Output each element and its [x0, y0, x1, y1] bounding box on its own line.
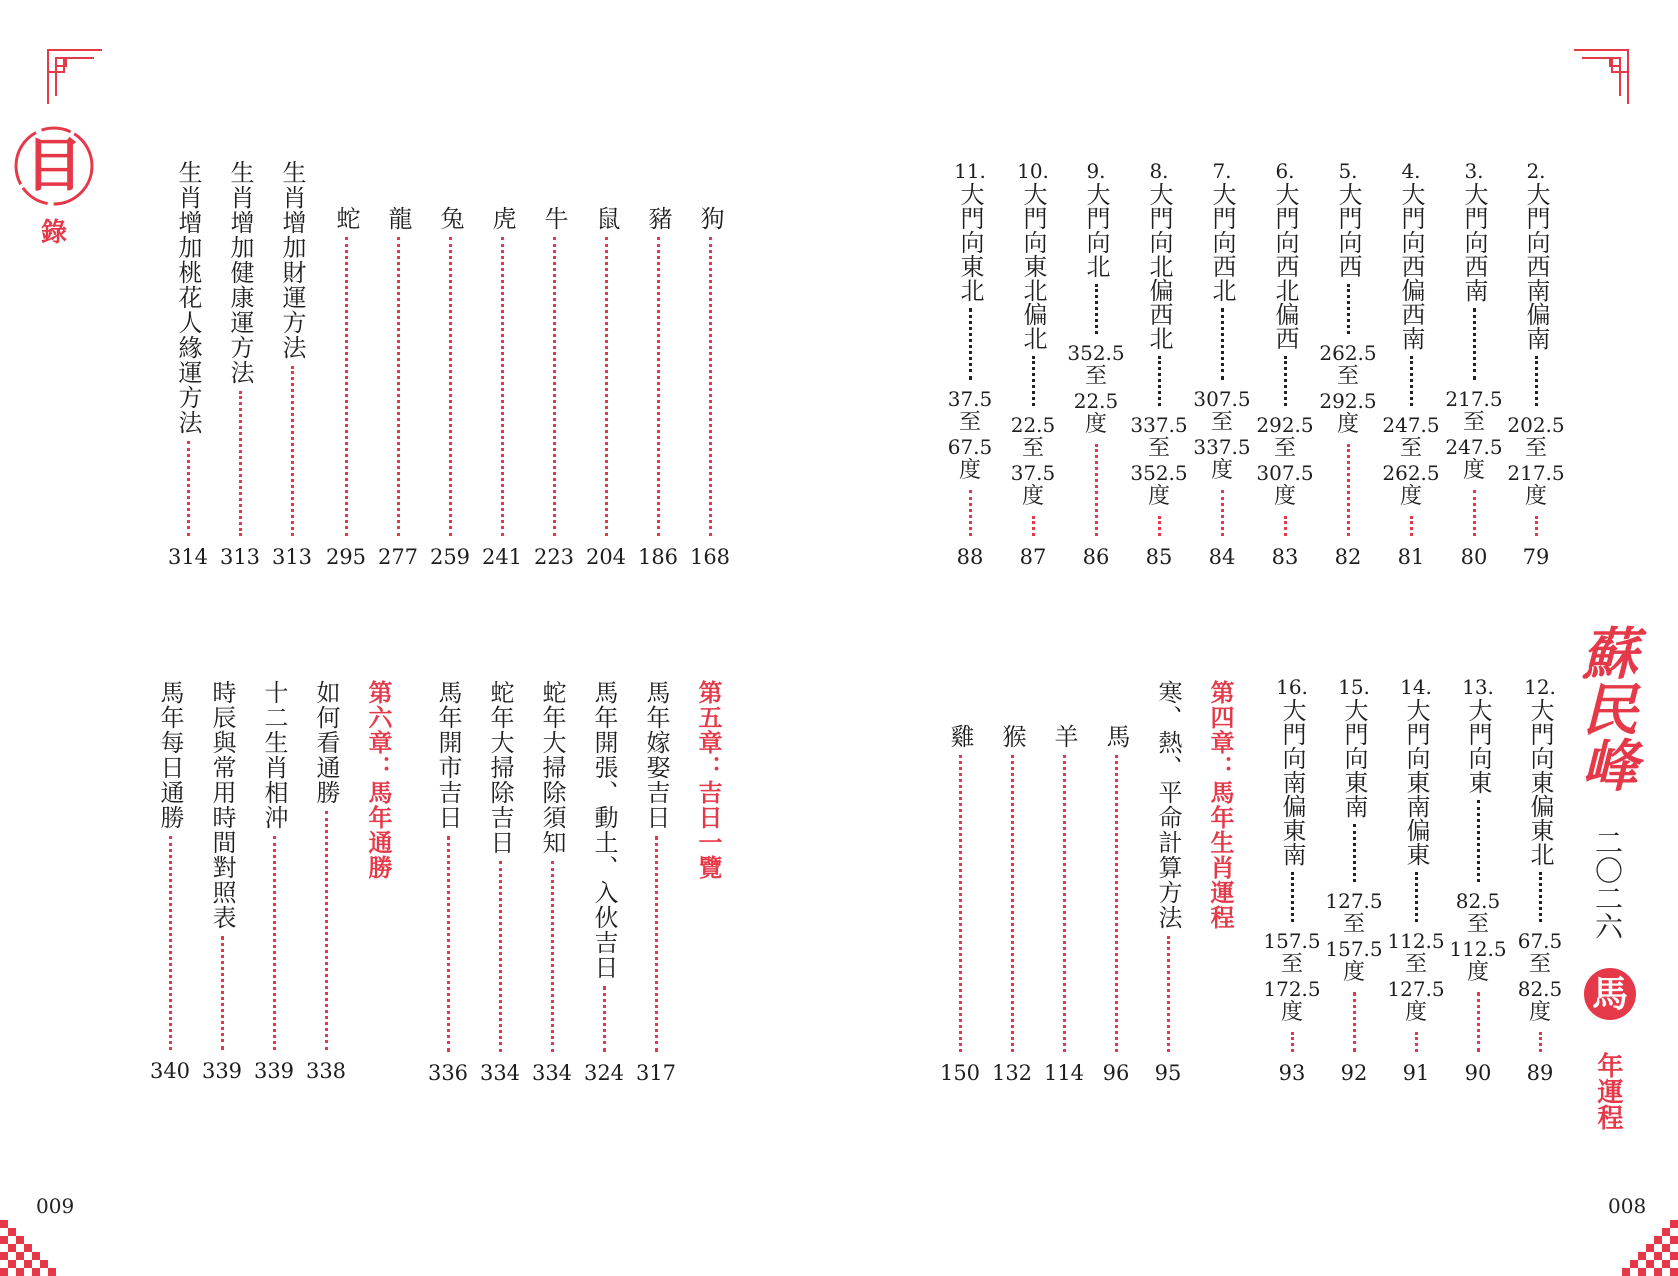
- page-ref: 324: [583, 1061, 625, 1085]
- toc-entry[interactable]: 蛇年大掃除吉日 334: [479, 680, 521, 1085]
- toc-entry[interactable]: 馬年每日通勝 340: [149, 680, 191, 1083]
- page-ref: 89: [1526, 1061, 1554, 1085]
- toc-entry[interactable]: 生肖增加財運方法 313: [271, 160, 313, 569]
- toc-entry[interactable]: 11. 大門向東北 37.5 至 67.5 度 88: [947, 159, 993, 569]
- chapter-heading: 第六章：馬年通勝: [364, 680, 393, 880]
- toc-entry[interactable]: 十二生肖相沖 339: [253, 680, 295, 1083]
- page-ref: 88: [956, 545, 984, 569]
- toc-entry[interactable]: 4. 大門向西偏西南 247.5 至 262.5 度 81: [1382, 159, 1440, 569]
- page-ref: 259: [429, 545, 471, 569]
- page-ref: 91: [1402, 1061, 1430, 1085]
- toc-entry[interactable]: 寒、熱、平命計算方法 95: [1154, 680, 1182, 1085]
- page-ref: 90: [1464, 1061, 1492, 1085]
- year-label: 二〇二六: [1591, 828, 1624, 940]
- toc-entry[interactable]: 生肖增加健康運方法 313: [219, 160, 261, 569]
- page-ref: 168: [689, 545, 731, 569]
- page-ref: 93: [1278, 1061, 1306, 1085]
- corner-ornament-top-right: [1570, 44, 1634, 108]
- page-ref: 334: [479, 1061, 521, 1085]
- page-ref: 223: [533, 545, 575, 569]
- page-ref: 339: [201, 1059, 243, 1083]
- page-ref: 295: [325, 545, 367, 569]
- toc-entry[interactable]: 羊 114: [1043, 724, 1085, 1085]
- toc-entry[interactable]: 9. 大門向北 352.5 至 22.5 度 86: [1067, 159, 1125, 569]
- page-ref: 150: [939, 1061, 981, 1085]
- page-ref: 132: [991, 1061, 1033, 1085]
- page-ref: 82: [1334, 545, 1362, 569]
- page-ref: 277: [377, 545, 419, 569]
- page-ref: 334: [531, 1061, 573, 1085]
- toc-entry[interactable]: 13. 大門向東 82.5 至 112.5 度 90: [1449, 675, 1507, 1085]
- chapter-heading: 第五章：吉日一覽: [694, 680, 723, 880]
- page-ref: 313: [271, 545, 313, 569]
- page-ref: 92: [1340, 1061, 1368, 1085]
- horse-seal-char: 馬: [1591, 973, 1628, 1015]
- toc-entry[interactable]: 馬年開市吉日 336: [427, 680, 469, 1085]
- contents-heading-top: 目: [24, 131, 83, 199]
- toc-entry[interactable]: 牛 223: [533, 206, 575, 569]
- checker-pattern-left: [0, 1212, 64, 1276]
- toc-entry[interactable]: 狗 168: [689, 206, 731, 569]
- page-ref: 83: [1271, 545, 1299, 569]
- page-ref: 86: [1082, 545, 1110, 569]
- toc-entry[interactable]: 馬年開張、動土、入伙吉日 324: [583, 680, 625, 1085]
- toc-entry[interactable]: 雞 150: [939, 724, 981, 1085]
- chapter-heading: 第四章：馬年生肖運程: [1206, 680, 1235, 930]
- page-number-left: 009: [36, 1194, 75, 1218]
- page-ref: 313: [219, 545, 261, 569]
- page-ref: 95: [1154, 1061, 1182, 1085]
- toc-entry[interactable]: 15. 大門向東南 127.5 至 157.5 度 92: [1325, 675, 1383, 1085]
- page-ref: 314: [167, 545, 209, 569]
- toc-entry[interactable]: 7. 大門向西北 307.5 至 337.5 度 84: [1193, 159, 1251, 569]
- corner-ornament-top-left: [42, 44, 106, 108]
- page-ref: 87: [1019, 545, 1047, 569]
- page-ref: 339: [253, 1059, 295, 1083]
- page-ref: 317: [635, 1061, 677, 1085]
- page-ref: 114: [1043, 1061, 1085, 1085]
- toc-entry[interactable]: 馬年嫁娶吉日 317: [635, 680, 677, 1085]
- checker-pattern-right: [1614, 1212, 1678, 1276]
- toc-entry[interactable]: 5. 大門向西 262.5 至 292.5 度 82: [1319, 159, 1377, 569]
- page-ref: 84: [1208, 545, 1236, 569]
- page-ref: 79: [1522, 545, 1550, 569]
- toc-entry[interactable]: 豬 186: [637, 206, 679, 569]
- page-ref: 204: [585, 545, 627, 569]
- toc-entry[interactable]: 龍 277: [377, 206, 419, 569]
- toc-entry[interactable]: 兔 259: [429, 206, 471, 569]
- toc-entry[interactable]: 鼠 204: [585, 206, 627, 569]
- page-ref: 81: [1397, 545, 1425, 569]
- toc-entry[interactable]: 虎 241: [481, 206, 523, 569]
- toc-entry[interactable]: 猴 132: [991, 724, 1033, 1085]
- page-ref: 241: [481, 545, 523, 569]
- page-ref: 340: [149, 1059, 191, 1083]
- page-ref: 80: [1460, 545, 1488, 569]
- page-ref: 186: [637, 545, 679, 569]
- toc-entry[interactable]: 10. 大門向東北偏北 22.5 至 37.5 度 87: [1010, 159, 1056, 569]
- contents-heading-bottom: 錄: [40, 218, 67, 248]
- toc-entry[interactable]: 馬 96: [1102, 724, 1130, 1085]
- author-name: 蘇民峰: [1573, 624, 1639, 792]
- page-ref: 338: [305, 1059, 347, 1083]
- toc-entry[interactable]: 16. 大門向南偏東南 157.5 至 172.5 度 93: [1263, 675, 1321, 1085]
- toc-entry[interactable]: 生肖增加桃花人緣運方法 314: [167, 160, 209, 569]
- toc-entry[interactable]: 8. 大門向北偏西北 337.5 至 352.5 度 85: [1130, 159, 1188, 569]
- toc-entry[interactable]: 如何看通勝 338: [305, 680, 347, 1083]
- toc-entry[interactable]: 蛇年大掃除須知 334: [531, 680, 573, 1085]
- toc-entry[interactable]: 6. 大門向西北偏西 292.5 至 307.5 度 83: [1256, 159, 1314, 569]
- toc-entry[interactable]: 蛇 295: [325, 206, 367, 569]
- page-ref: 96: [1102, 1061, 1130, 1085]
- toc-entry[interactable]: 2. 大門向西南偏南 202.5 至 217.5 度 79: [1507, 159, 1565, 569]
- page-number-right: 008: [1608, 1194, 1647, 1218]
- page-ref: 85: [1145, 545, 1173, 569]
- brand-suffix: 年運程: [1593, 1052, 1623, 1130]
- toc-entry[interactable]: 時辰與常用時間對照表 339: [201, 680, 243, 1083]
- toc-entry[interactable]: 12. 大門向東偏東北 67.5 至 82.5 度 89: [1517, 675, 1563, 1085]
- toc-entry[interactable]: 14. 大門向東南偏東 112.5 至 127.5 度 91: [1387, 675, 1445, 1085]
- toc-entry[interactable]: 3. 大門向西南 217.5 至 247.5 度 80: [1445, 159, 1503, 569]
- page-ref: 336: [427, 1061, 469, 1085]
